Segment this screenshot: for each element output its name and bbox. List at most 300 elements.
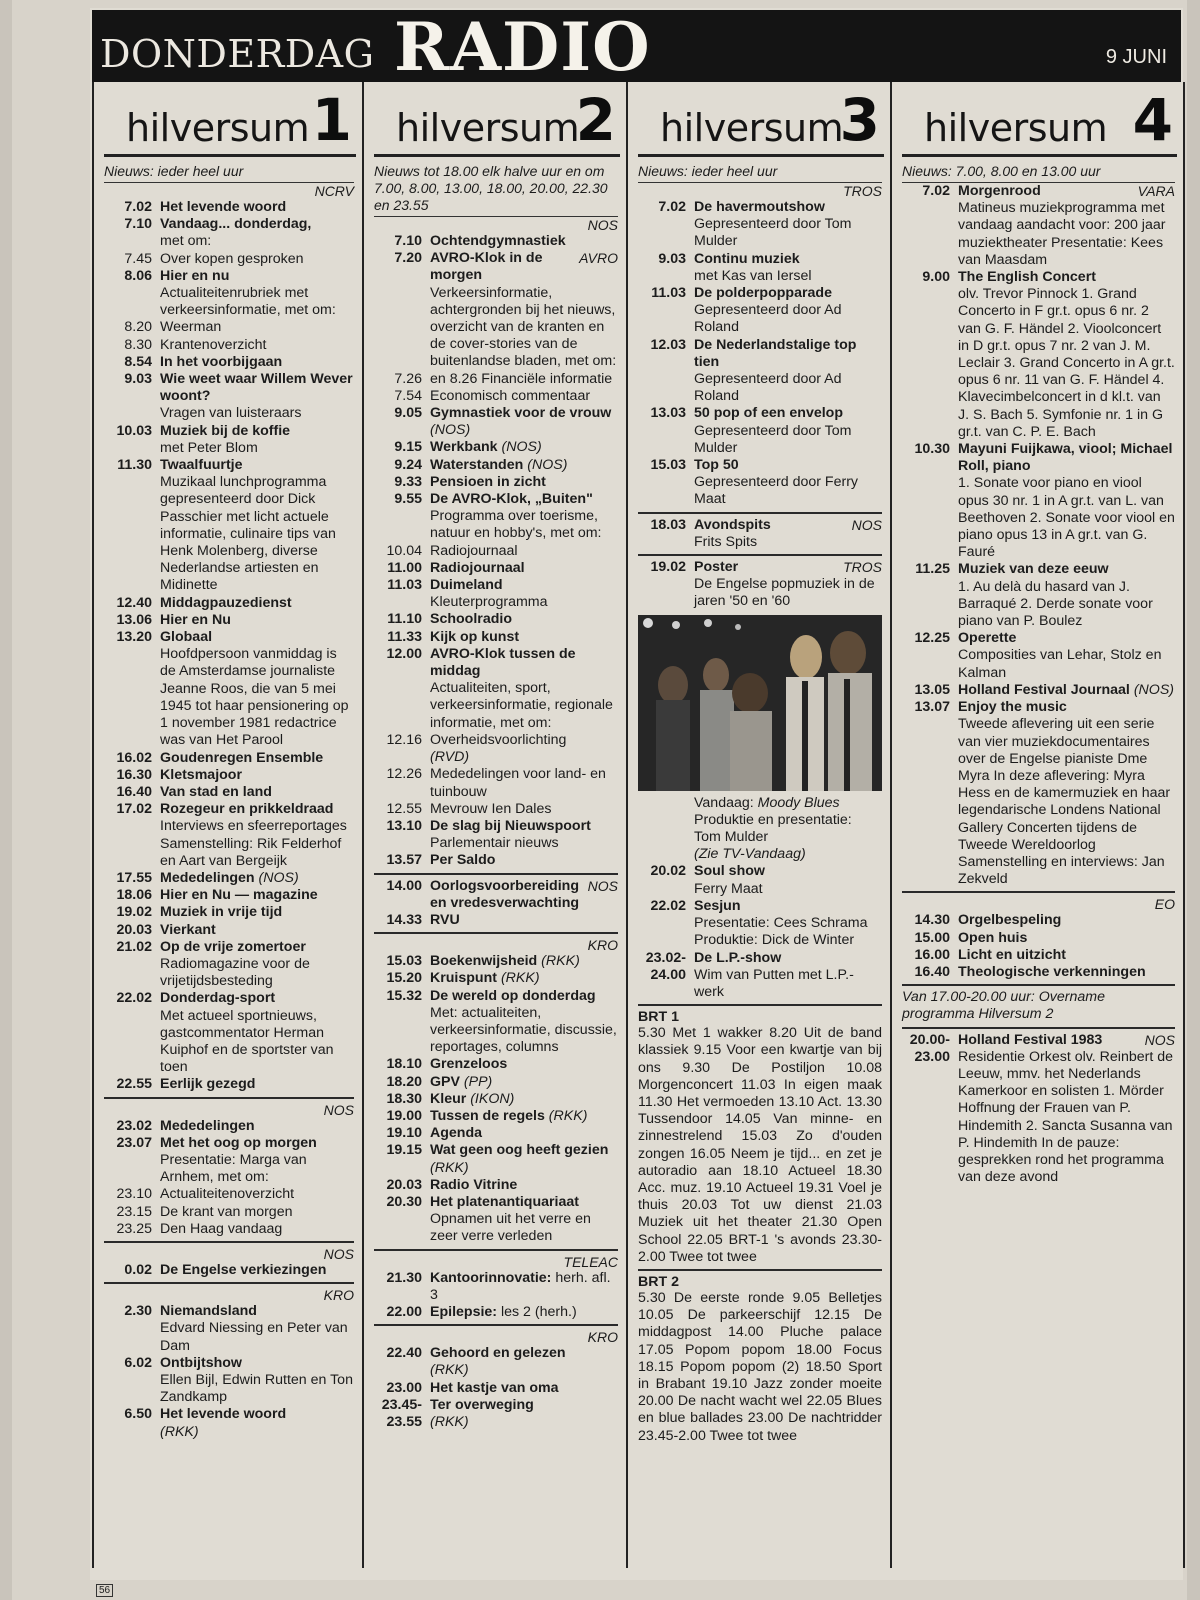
schedule-entry <box>374 233 618 250</box>
broadcaster-label: NOS <box>323 1101 354 1118</box>
schedule-entry <box>104 990 354 1076</box>
divider <box>902 984 1175 986</box>
entry-body <box>430 1142 618 1176</box>
schedule-entry <box>104 887 354 904</box>
entry-description: Matineus muziekprogramma met vandaag aandacht voor: 200 jaar muziektheater Presentatie: Kees van Maasdam <box>958 200 1166 268</box>
entry-title: Epilepsie: <box>430 1303 498 1320</box>
schedule-entry <box>104 1076 354 1093</box>
entry-time: 15.20 <box>386 970 422 987</box>
broadcaster-label: AVRO <box>579 250 618 267</box>
schedule-entry <box>374 1270 618 1304</box>
entry-body <box>958 630 1175 682</box>
entry-title: Ontbijtshow <box>160 1354 242 1371</box>
entry-body <box>694 251 882 285</box>
entry-time: 7.20 <box>394 250 422 267</box>
entry-title: Gehoord en gelezen <box>430 1345 566 1362</box>
entry-title: Kletsmajoor <box>160 766 242 783</box>
schedule-entry <box>104 801 354 870</box>
entry-body <box>430 1397 618 1431</box>
entry-description: Programma over toerisme, natuur en hobby's, met om: <box>430 508 602 542</box>
entry-title: en 8.26 Financiële informatie <box>430 370 613 387</box>
entry-time: 20.02 <box>650 863 686 880</box>
entry-body <box>694 950 882 1002</box>
entry-body <box>694 517 882 551</box>
schedule-entry <box>902 930 1175 947</box>
entry-title: De wereld op donderdag <box>430 987 596 1004</box>
entry-title: Kantoorinnovatie: <box>430 1269 552 1286</box>
entry-title: Den Haag vandaag <box>160 1220 283 1237</box>
schedule-entry <box>638 251 882 285</box>
schedule-entry <box>638 405 882 457</box>
entry-detail: herh. afl. 3 <box>430 1269 611 1303</box>
schedule-entry <box>104 1221 354 1238</box>
entry-description: met om: <box>160 233 212 250</box>
entry-title: Sesjun <box>694 897 741 914</box>
entry-body <box>160 1076 354 1093</box>
entry-title: Middagpauzedienst <box>160 594 292 611</box>
schedule-entry <box>374 439 618 456</box>
entry-broadcaster: (NOS) <box>430 422 471 439</box>
entry-title: Ochtendgymnastiek <box>430 233 566 249</box>
entry-body <box>430 233 618 250</box>
entry-time: 11.25 <box>915 561 950 578</box>
entry-description: Kleuterprogramma <box>430 594 548 611</box>
entry-body <box>160 904 354 921</box>
entry-body <box>160 251 354 268</box>
entry-body <box>430 766 618 800</box>
station-name: hilversum <box>660 106 844 150</box>
entry-title: Holland Festival 1983 <box>958 1031 1103 1048</box>
entry-body <box>430 491 618 543</box>
entry-broadcaster: (RKK) <box>160 1423 199 1440</box>
entry-time: 6.02 <box>124 1354 152 1371</box>
entry-title: Muziek bij de koffie <box>160 422 291 439</box>
schedule-entry <box>104 1355 354 1407</box>
schedule-entry <box>104 629 354 749</box>
entry-time: 10.30 <box>914 441 950 458</box>
divider <box>638 554 882 556</box>
schedule-entry <box>374 457 618 474</box>
entry-body <box>160 216 354 250</box>
schedule-entry <box>902 947 1175 964</box>
entry-time: 16.02 <box>116 749 152 766</box>
schedule-entry <box>374 1142 618 1176</box>
entry-title: Het levende woord <box>160 199 287 215</box>
entry-title: Niemandsland <box>160 1303 257 1320</box>
entry-body <box>160 629 354 749</box>
entry-body <box>430 852 618 869</box>
schedule-entry <box>374 818 618 852</box>
column-header <box>104 82 356 157</box>
brt2-heading: BRT 2 <box>638 1273 679 1290</box>
schedule-entry <box>374 629 618 646</box>
entry-body <box>160 1186 354 1203</box>
entry-description: Actualiteitenrubriek met verkeersinformatie, met om: <box>160 285 336 319</box>
entry-body <box>160 1303 354 1355</box>
entry-time: 7.02 <box>658 199 686 215</box>
entry-title: Actualiteitenoverzicht <box>160 1186 295 1203</box>
broadcaster-label: NOS <box>1144 1031 1175 1048</box>
entry-time: 13.57 <box>386 852 422 869</box>
entry-body <box>160 784 354 801</box>
entry-detail: les 2 (herh.) <box>497 1303 577 1320</box>
entry-title: Kruispunt <box>430 970 497 987</box>
entry-title: Eerlijk gezegd <box>160 1076 256 1093</box>
entry-time: 21.30 <box>386 1269 422 1286</box>
entry-time: 19.15 <box>386 1142 422 1159</box>
entry-time: 9.00 <box>922 269 950 286</box>
news-note: Nieuws: 7.00, 8.00 en 13.00 uur <box>902 163 1175 183</box>
entry-body <box>430 1091 618 1108</box>
entry-description: Residentie Orkest olv. Reinbert de Leeuw, mmv. het Nederlands Kamerkoor en solisten 1. Mörder Hoffnung der Frauen van P. Hindemith 2. Sancta Susanna van P. Hindemith In de pauze: gesprekken rond het programma van deze avond <box>958 1048 1174 1186</box>
station-number: 3 <box>839 86 880 154</box>
entry-body <box>160 199 354 216</box>
entry-title: Overheidsvoorlichting <box>430 731 567 748</box>
broadcaster-label: NOS <box>587 217 618 233</box>
entry-title: Orgelbespeling <box>958 912 1062 929</box>
entry-body <box>430 732 618 766</box>
divider <box>638 1269 882 1271</box>
schedule-entry <box>902 269 1175 441</box>
schedule-entry <box>902 682 1175 699</box>
entry-description: Verkeersinformatie, achtergronden bij het nieuws, overzicht van de kranten en de cover-stories van de buitenlandse bladen, met om: <box>430 284 617 370</box>
entry-description: Vragen van luisteraars <box>160 405 302 422</box>
entry-title: RVU <box>430 911 460 928</box>
entry-title: Morgenrood <box>958 183 1041 199</box>
entry-title: Licht en uitzicht <box>958 946 1066 963</box>
entry-title: Krantenoverzicht <box>160 336 267 353</box>
entry-body <box>430 646 618 732</box>
entry-body <box>430 405 618 439</box>
entry-time: 12.25 <box>914 630 950 647</box>
schedule-entry <box>374 250 618 370</box>
entry-title: Met het oog op morgen <box>160 1134 317 1151</box>
entry-body <box>958 1032 1175 1187</box>
entry-time: 18.03 <box>650 516 686 533</box>
entry-time: 16.40 <box>116 783 152 800</box>
entry-time: 7.10 <box>124 216 152 233</box>
news-note: Nieuws: ieder heel uur <box>104 163 354 183</box>
entry-title: Hier en Nu — magazine <box>160 887 318 904</box>
entry-time: 18.06 <box>116 887 152 904</box>
entry-body <box>430 560 618 577</box>
schedule-entry <box>374 1304 618 1321</box>
entry-body <box>160 1262 354 1279</box>
news-note: Nieuws: ieder heel uur <box>638 163 882 183</box>
entry-title: 50 pop of een envelop <box>694 405 843 422</box>
entry-body <box>160 354 354 371</box>
entry-title: Mayuni Fuijkawa, viool; Michael Roll, piano <box>958 441 1173 475</box>
entry-time: 19.10 <box>386 1125 422 1142</box>
entry-body <box>160 457 354 595</box>
entry-time: 23.10 <box>116 1186 152 1203</box>
entry-time: 21.02 <box>116 938 152 955</box>
broadcaster-label: VARA <box>1137 183 1175 199</box>
schedule-entry <box>638 457 882 509</box>
entry-title: GPV <box>430 1073 460 1090</box>
station-number: 1 <box>311 86 352 154</box>
entry-body <box>160 887 354 904</box>
schedule-entry <box>374 388 618 405</box>
entry-description: Hoofdpersoon vanmiddag is de Amsterdamse journaliste Jeanne Roos, die van 5 mei 1945 tot haar pensionering op 1 november 1981 redactrice was van Het Parool <box>160 646 349 749</box>
entry-time: 22.02 <box>116 990 152 1007</box>
entry-body <box>160 1118 354 1135</box>
schedule <box>902 183 1175 1186</box>
entry-title: De L.P.-show <box>694 949 782 966</box>
entry-body <box>430 912 618 929</box>
entry-time: 2.30 <box>124 1303 152 1320</box>
entry-description: Frits Spits <box>694 533 758 550</box>
entry-description: Presentatie: Marga van Arnhem, met om: <box>160 1151 307 1186</box>
entry-time: 11.03 <box>387 577 422 594</box>
schedule-entry <box>374 1177 618 1194</box>
broadcaster-label: TROS <box>843 183 882 199</box>
entry-description: Presentatie: Cees Schrama Produktie: Dick de Winter <box>694 915 868 949</box>
schedule-entry <box>374 611 618 628</box>
entry-broadcaster: (RKK) <box>544 1107 588 1124</box>
entry-description: Gepresenteerd door Tom Mulder <box>694 422 852 456</box>
schedule <box>104 183 354 1441</box>
entry-body <box>430 1345 618 1379</box>
entry-description: Tweede aflevering uit een serie van vier muziekdocumentaires over de Engelse pianiste Dme Myra In deze aflevering: Myra Hess en de kamermuziek en haar legendarische Londens National Gallery Concerten tijdens de Tweede Wereldoorlog Samenstelling en interviews: Jan Zekveld <box>958 716 1171 888</box>
schedule-entry <box>104 1303 354 1355</box>
entry-body <box>430 388 618 405</box>
schedule-entry <box>902 183 1175 269</box>
broadcaster-label: NOS <box>851 516 882 533</box>
broadcaster-label: NCRV <box>314 183 354 199</box>
entry-title: Twaalfuurtje <box>160 457 243 474</box>
entry-time: 12.00 <box>386 645 422 662</box>
entry-description: Radiomagazine voor de vrijetijdsbesteding <box>160 955 310 990</box>
entry-body <box>430 988 618 1057</box>
magazine-page <box>12 0 1187 1600</box>
entry-time: 15.32 <box>386 987 422 1004</box>
entry-title: Het kastje van oma <box>430 1379 559 1396</box>
entry-title: Oorlogsvoorbereiding en vredesverwachting <box>430 877 580 911</box>
column-hilversum-4 <box>890 82 1185 1568</box>
entry-title: Schoolradio <box>430 611 512 628</box>
entry-title: Open huis <box>958 929 1028 946</box>
schedule-entry <box>638 950 882 1002</box>
entry-body <box>430 953 618 970</box>
entry-broadcaster: (RKK) <box>430 1362 469 1379</box>
entry-time: 9.03 <box>124 371 152 388</box>
schedule-entry <box>374 491 618 543</box>
schedule-entry <box>104 870 354 887</box>
entry-body <box>694 863 882 897</box>
entry-title: Op de vrije zomertoer <box>160 938 306 955</box>
entry-title: Ter overweging <box>430 1396 534 1413</box>
entry-broadcaster: (NOS) <box>497 439 542 456</box>
entry-body <box>160 750 354 767</box>
entry-body <box>160 612 354 629</box>
schedule-entry <box>104 922 354 939</box>
entry-body <box>958 947 1175 964</box>
entry-time: 7.10 <box>394 233 422 249</box>
schedule-entry <box>638 199 882 251</box>
entry-body <box>958 561 1175 630</box>
entry-time: 9.55 <box>394 491 422 508</box>
band-photo <box>638 615 882 791</box>
schedule-entry <box>104 1118 354 1135</box>
schedule-entry <box>638 285 882 337</box>
entry-description: Met actueel sportnieuws, gastcommentator Herman Kuiphof en de sportster van toen <box>160 1007 334 1076</box>
entry-title: Gymnastiek voor de vrouw <box>430 405 612 422</box>
entry-broadcaster: (PP) <box>459 1073 493 1090</box>
entry-time: 17.55 <box>116 869 152 886</box>
entry-description: met Kas van Iersel <box>694 267 812 284</box>
schedule-entry <box>104 939 354 991</box>
entry-time: 10.04 <box>386 542 422 559</box>
entry-body <box>160 423 354 457</box>
entry-title: Het platenantiquariaat <box>430 1193 579 1210</box>
schedule-entry <box>104 612 354 629</box>
entry-body <box>430 1194 618 1246</box>
entry-time: 15.03 <box>650 457 686 474</box>
entry-time: 23.00 <box>386 1379 422 1396</box>
header-day: DONDERDAG <box>100 32 375 76</box>
divider <box>902 1027 1175 1029</box>
schedule-entry <box>104 251 354 268</box>
entry-body <box>160 922 354 939</box>
entry-title: De Nederlandstalige top tien <box>694 336 857 370</box>
schedule-entry <box>104 595 354 612</box>
schedule-entry <box>104 268 354 320</box>
entry-time: 11.00 <box>387 559 422 576</box>
schedule-entry <box>374 912 618 929</box>
entry-title: Avondspits <box>694 516 771 533</box>
entry-broadcaster: (RKK) <box>497 970 540 987</box>
entry-description: Interviews en sfeerreportages Samenstelling: Rik Felderhof en Aart van Bergeijk <box>160 818 347 869</box>
entry-time: 22.02 <box>650 897 686 914</box>
entry-body <box>958 964 1175 981</box>
entry-time: 7.26 <box>394 370 422 387</box>
entry-description: Met: actualiteiten, verkeersinformatie, discussie, reportages, columns <box>430 1004 617 1056</box>
entry-title: Poster <box>694 559 739 576</box>
schedule-entry <box>374 1397 618 1431</box>
schedule-entry <box>104 457 354 595</box>
entry-time: 10.03 <box>116 422 152 439</box>
entry-title: De krant van morgen <box>160 1203 293 1220</box>
entry-time: 9.33 <box>394 473 422 490</box>
entry-time: 11.30 <box>117 457 152 474</box>
broadcaster-label: NOS <box>587 877 618 894</box>
entry-time: 23.07 <box>116 1134 152 1151</box>
schedule-entry <box>104 767 354 784</box>
entry-body <box>160 1355 354 1407</box>
divider <box>104 1282 354 1284</box>
entry-body <box>958 699 1175 888</box>
divider <box>374 1249 618 1251</box>
entry-broadcaster: (NOS) <box>254 869 299 886</box>
entry-time: 9.24 <box>394 456 422 473</box>
broadcaster-label: NOS <box>323 1245 354 1262</box>
schedule-entry <box>374 1056 618 1073</box>
entry-description: Muzikaal lunchprogramma gepresenteerd door Dick Passchier met licht actuele informatie, culinaire tips van Henk Molenberg, diverse Nederlandse artiesten en Midinette <box>160 474 336 594</box>
entry-description: 1. Au delà du hasard van J. Barraqué 2. Derde sonate voor piano van P. Boulez <box>958 578 1153 630</box>
schedule-entry <box>902 1032 1175 1187</box>
schedule-entry <box>374 1091 618 1108</box>
schedule-entry <box>104 319 354 336</box>
entry-time: 0.02 <box>124 1261 152 1278</box>
entry-time: 7.02 <box>124 199 152 215</box>
entry-title: Theologische verkenningen <box>958 963 1146 980</box>
schedule-entry <box>104 354 354 371</box>
entry-broadcaster: (RKK) <box>430 1414 469 1430</box>
entry-body <box>160 870 354 887</box>
photo-reference: (Zie TV-Vandaag) <box>694 846 806 863</box>
entry-title: De polderpopparade <box>694 285 832 302</box>
entry-body <box>430 611 618 628</box>
entry-time: 8.20 <box>124 319 152 336</box>
entry-title: Radio Vitrine <box>430 1176 518 1193</box>
entry-time: 9.05 <box>394 405 422 422</box>
entry-description: met Peter Blom <box>160 439 258 456</box>
entry-title: Boekenwijsheid <box>430 953 538 970</box>
divider <box>638 512 882 514</box>
entry-description: Edvard Niessing en Peter van Dam <box>160 1320 348 1354</box>
entry-title: Weerman <box>160 319 222 336</box>
column-hilversum-3 <box>626 82 890 1568</box>
schedule-entry <box>374 543 618 560</box>
entry-title: Hier en nu <box>160 267 230 284</box>
entry-time: 19.02 <box>116 904 152 921</box>
broadcaster-label: TELEAC <box>563 1253 618 1270</box>
entry-body <box>694 405 882 457</box>
station-name: hilversum <box>396 106 580 150</box>
entry-title: Vierkant <box>160 921 216 938</box>
broadcaster-label: KRO <box>587 1329 618 1346</box>
divider <box>104 1241 354 1243</box>
broadcaster-label: KRO <box>323 1287 354 1304</box>
entry-title: Mededelingen <box>160 1117 255 1134</box>
schedule-entry <box>902 964 1175 981</box>
entry-time: 13.06 <box>116 611 152 628</box>
schedule-entry <box>902 912 1175 929</box>
entry-body <box>160 801 354 870</box>
entry-title: Mevrouw Ien Dales <box>430 800 552 817</box>
entry-time: 8.06 <box>124 267 152 284</box>
entry-description: Parlementair nieuws <box>430 835 559 852</box>
entry-title: Vandaag... donderdag, <box>160 216 312 233</box>
entry-body <box>958 682 1175 699</box>
entry-body <box>430 250 618 370</box>
entry-title: De Engelse verkiezingen <box>160 1261 327 1278</box>
divider <box>902 891 1175 893</box>
entry-time: 13.07 <box>914 699 950 716</box>
entry-body <box>160 990 354 1076</box>
entry-body <box>430 1056 618 1073</box>
entry-time: 15.00 <box>914 929 950 946</box>
entry-description: Actualiteiten, sport, verkeersinformatie, regionale informatie, met om: <box>430 680 613 731</box>
entry-title: Duimeland <box>430 577 503 594</box>
entry-body <box>958 183 1175 269</box>
entry-time: 13.05 <box>914 681 950 698</box>
entry-title: Economisch commentaar <box>430 387 591 404</box>
entry-time: 6.50 <box>124 1406 152 1423</box>
entry-title: Radiojournaal <box>430 542 518 559</box>
entry-time: 18.30 <box>386 1090 422 1107</box>
entry-title: Waterstanden <box>430 456 524 473</box>
schedule-entry <box>374 1345 618 1379</box>
entry-body <box>430 801 618 818</box>
entry-time: 9.15 <box>394 439 422 456</box>
entry-title: AVRO-Klok tussen de middag <box>430 645 576 680</box>
station-name: hilversum <box>126 106 310 150</box>
entry-body <box>430 1074 618 1091</box>
entry-title: Per Saldo <box>430 852 496 869</box>
entry-title: Operette <box>958 630 1017 647</box>
